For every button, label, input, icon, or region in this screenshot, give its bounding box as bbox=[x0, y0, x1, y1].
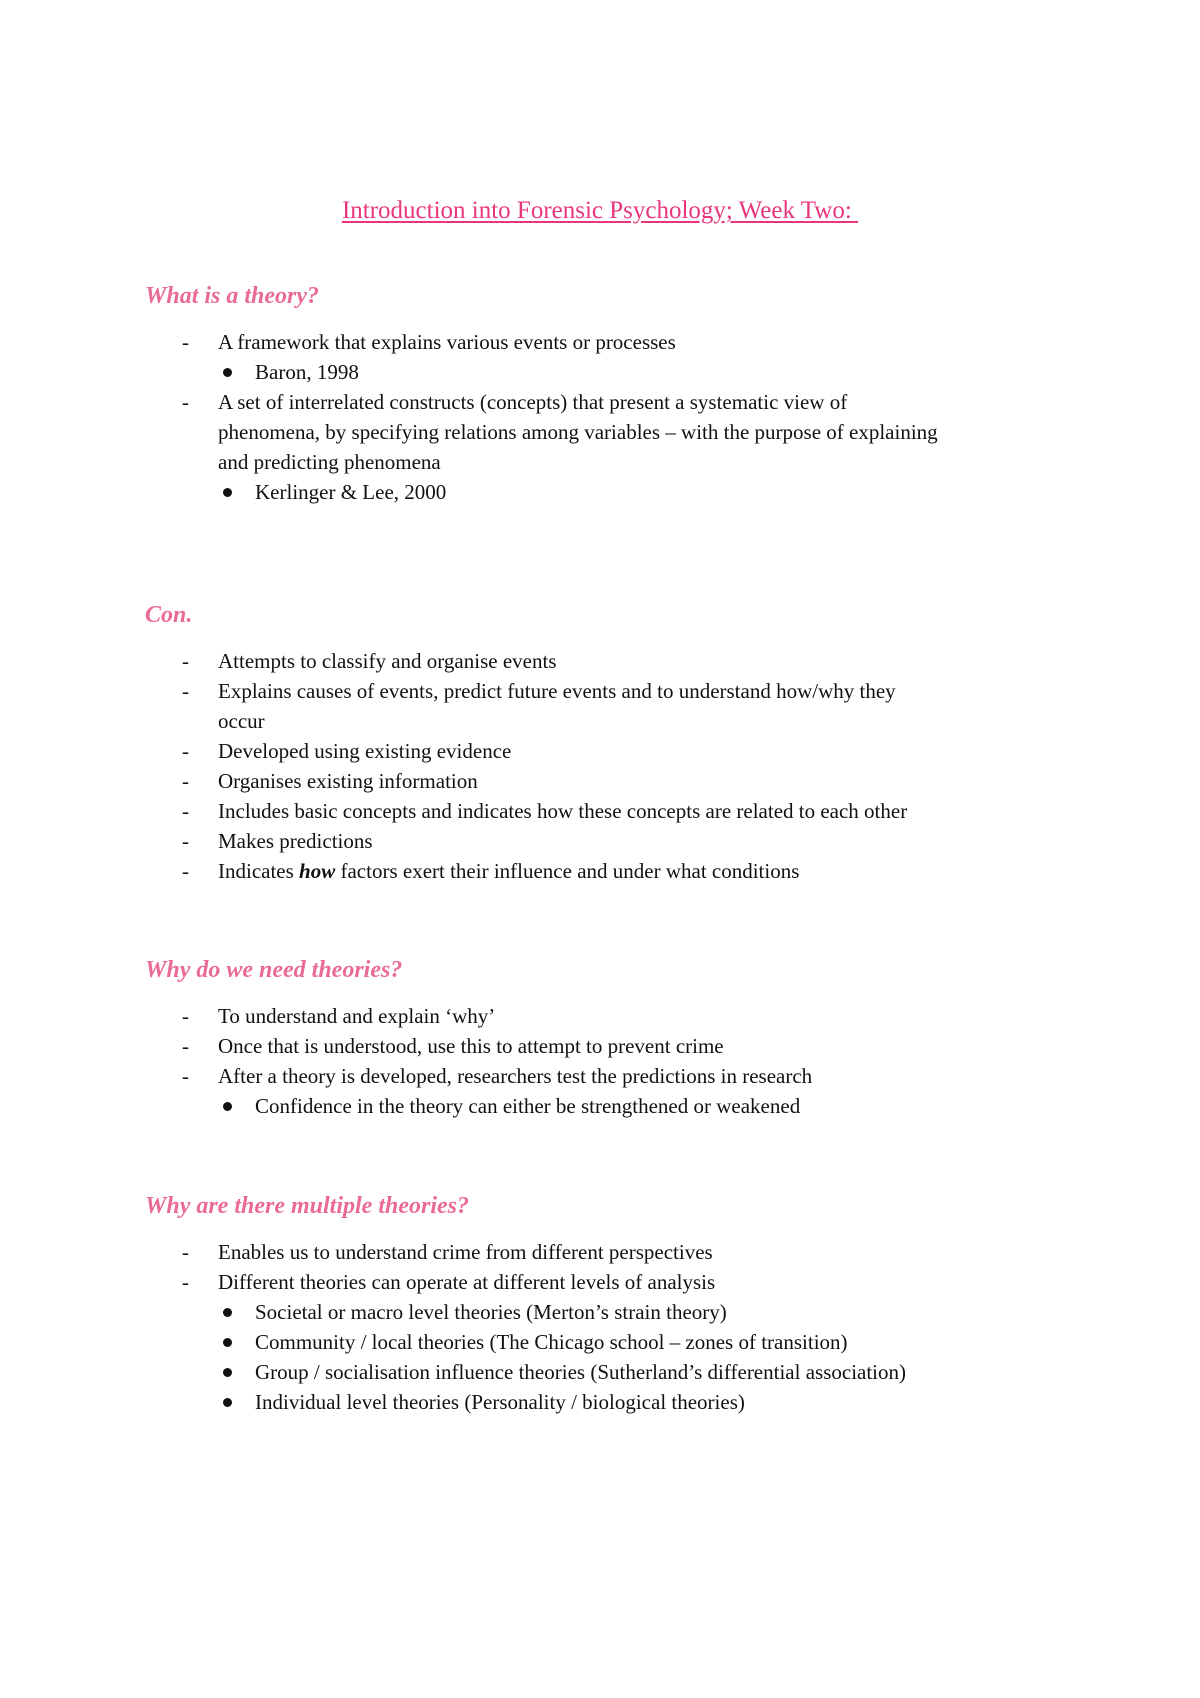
emphasized-word: how bbox=[299, 859, 336, 883]
item-text: Confidence in the theory can either be strengthened or weakened bbox=[255, 1094, 801, 1118]
bullet-icon bbox=[223, 488, 232, 497]
section-con bbox=[145, 600, 1065, 886]
item-text: occur bbox=[218, 709, 265, 733]
bullet-icon bbox=[223, 1102, 232, 1111]
list-item bbox=[145, 477, 1065, 507]
bullet-icon bbox=[223, 1338, 232, 1347]
list-item bbox=[145, 1267, 1065, 1297]
item-list bbox=[145, 1001, 1065, 1121]
list-item bbox=[145, 1327, 1065, 1357]
item-text: A framework that explains various events or processes bbox=[218, 330, 676, 354]
item-text: Organises existing information bbox=[218, 769, 478, 793]
item-text: Enables us to understand crime from different perspectives bbox=[218, 1240, 713, 1264]
bullet-icon bbox=[223, 1308, 232, 1317]
list-item bbox=[145, 327, 1065, 357]
section-heading: Con. bbox=[145, 602, 193, 628]
item-text: Once that is understood, use this to attempt to prevent crime bbox=[218, 1034, 724, 1058]
item-text: Societal or macro level theories (Merton’s strain theory) bbox=[255, 1300, 727, 1324]
dash-marker: - bbox=[182, 1004, 189, 1028]
item-text: Attempts to classify and organise events bbox=[218, 649, 557, 673]
dash-marker: - bbox=[182, 1064, 189, 1088]
bullet-icon bbox=[223, 368, 232, 377]
list-item bbox=[145, 766, 1065, 796]
dash-marker: - bbox=[182, 1240, 189, 1264]
dash-marker: - bbox=[182, 390, 189, 414]
item-text-post: factors exert their influence and under what conditions bbox=[335, 859, 800, 883]
list-item-continuation bbox=[145, 447, 1065, 477]
list-item bbox=[145, 1001, 1065, 1031]
list-item bbox=[145, 1091, 1065, 1121]
section-heading: Why do we need theories? bbox=[145, 957, 403, 983]
item-text: phenomena, by specifying relations among variables – with the purpose of explaining bbox=[218, 420, 938, 444]
item-text: Explains causes of events, predict future events and to understand how/why they bbox=[218, 679, 896, 703]
item-text: Different theories can operate at different levels of analysis bbox=[218, 1270, 716, 1294]
list-item bbox=[145, 796, 1065, 826]
list-item bbox=[145, 646, 1065, 676]
dash-marker: - bbox=[182, 1270, 189, 1294]
dash-marker: - bbox=[182, 1034, 189, 1058]
dash-marker: - bbox=[182, 649, 189, 673]
list-item bbox=[145, 1357, 1065, 1387]
list-item bbox=[145, 1031, 1065, 1061]
list-item bbox=[145, 1237, 1065, 1267]
section-heading: What is a theory? bbox=[145, 283, 320, 309]
section-what-is-a-theory bbox=[145, 281, 1065, 507]
list-item bbox=[145, 387, 1065, 417]
bullet-icon bbox=[223, 1368, 232, 1377]
item-text: To understand and explain ‘why’ bbox=[218, 1004, 496, 1028]
dash-marker: - bbox=[182, 769, 189, 793]
list-item bbox=[145, 1061, 1065, 1091]
item-text: Developed using existing evidence bbox=[218, 739, 512, 763]
dash-marker: - bbox=[182, 679, 189, 703]
item-list bbox=[145, 646, 1065, 886]
item-text: Kerlinger & Lee, 2000 bbox=[255, 480, 447, 504]
list-item bbox=[145, 856, 1065, 886]
item-text: Group / socialisation influence theories (Sutherland’s differential association) bbox=[255, 1360, 907, 1384]
item-text-pre: Indicates bbox=[218, 859, 300, 883]
item-text: Community / local theories (The Chicago school – zones of transition) bbox=[255, 1330, 848, 1354]
section-why-are-there-multiple-theories bbox=[145, 1191, 1065, 1417]
item-list bbox=[145, 1237, 1065, 1417]
list-item bbox=[145, 826, 1065, 856]
item-text: Baron, 1998 bbox=[255, 360, 359, 384]
list-item-continuation bbox=[145, 706, 1065, 736]
item-text: Makes predictions bbox=[218, 829, 373, 853]
item-text: After a theory is developed, researchers test the predictions in research bbox=[218, 1064, 813, 1088]
item-text: Includes basic concepts and indicates how these concepts are related to each other bbox=[218, 799, 908, 823]
bullet-icon bbox=[223, 1398, 232, 1407]
dash-marker: - bbox=[182, 739, 189, 763]
list-item bbox=[145, 1297, 1065, 1327]
list-item bbox=[145, 357, 1065, 387]
dash-marker: - bbox=[182, 859, 189, 883]
item-text: Individual level theories (Personality / biological theories) bbox=[255, 1390, 745, 1414]
document-title: Introduction into Forensic Psychology; Week Two: bbox=[341, 197, 859, 224]
item-list bbox=[145, 327, 1065, 507]
list-item bbox=[145, 676, 1065, 706]
item-text: A set of interrelated constructs (concepts) that present a systematic view of bbox=[218, 390, 848, 414]
list-item bbox=[145, 736, 1065, 766]
list-item-continuation bbox=[145, 417, 1065, 447]
section-why-do-we-need-theories bbox=[145, 955, 1065, 1121]
section-heading: Why are there multiple theories? bbox=[145, 1193, 469, 1219]
item-text: and predicting phenomena bbox=[218, 450, 441, 474]
dash-marker: - bbox=[182, 829, 189, 853]
dash-marker: - bbox=[182, 330, 189, 354]
dash-marker: - bbox=[182, 799, 189, 823]
list-item bbox=[145, 1387, 1065, 1417]
